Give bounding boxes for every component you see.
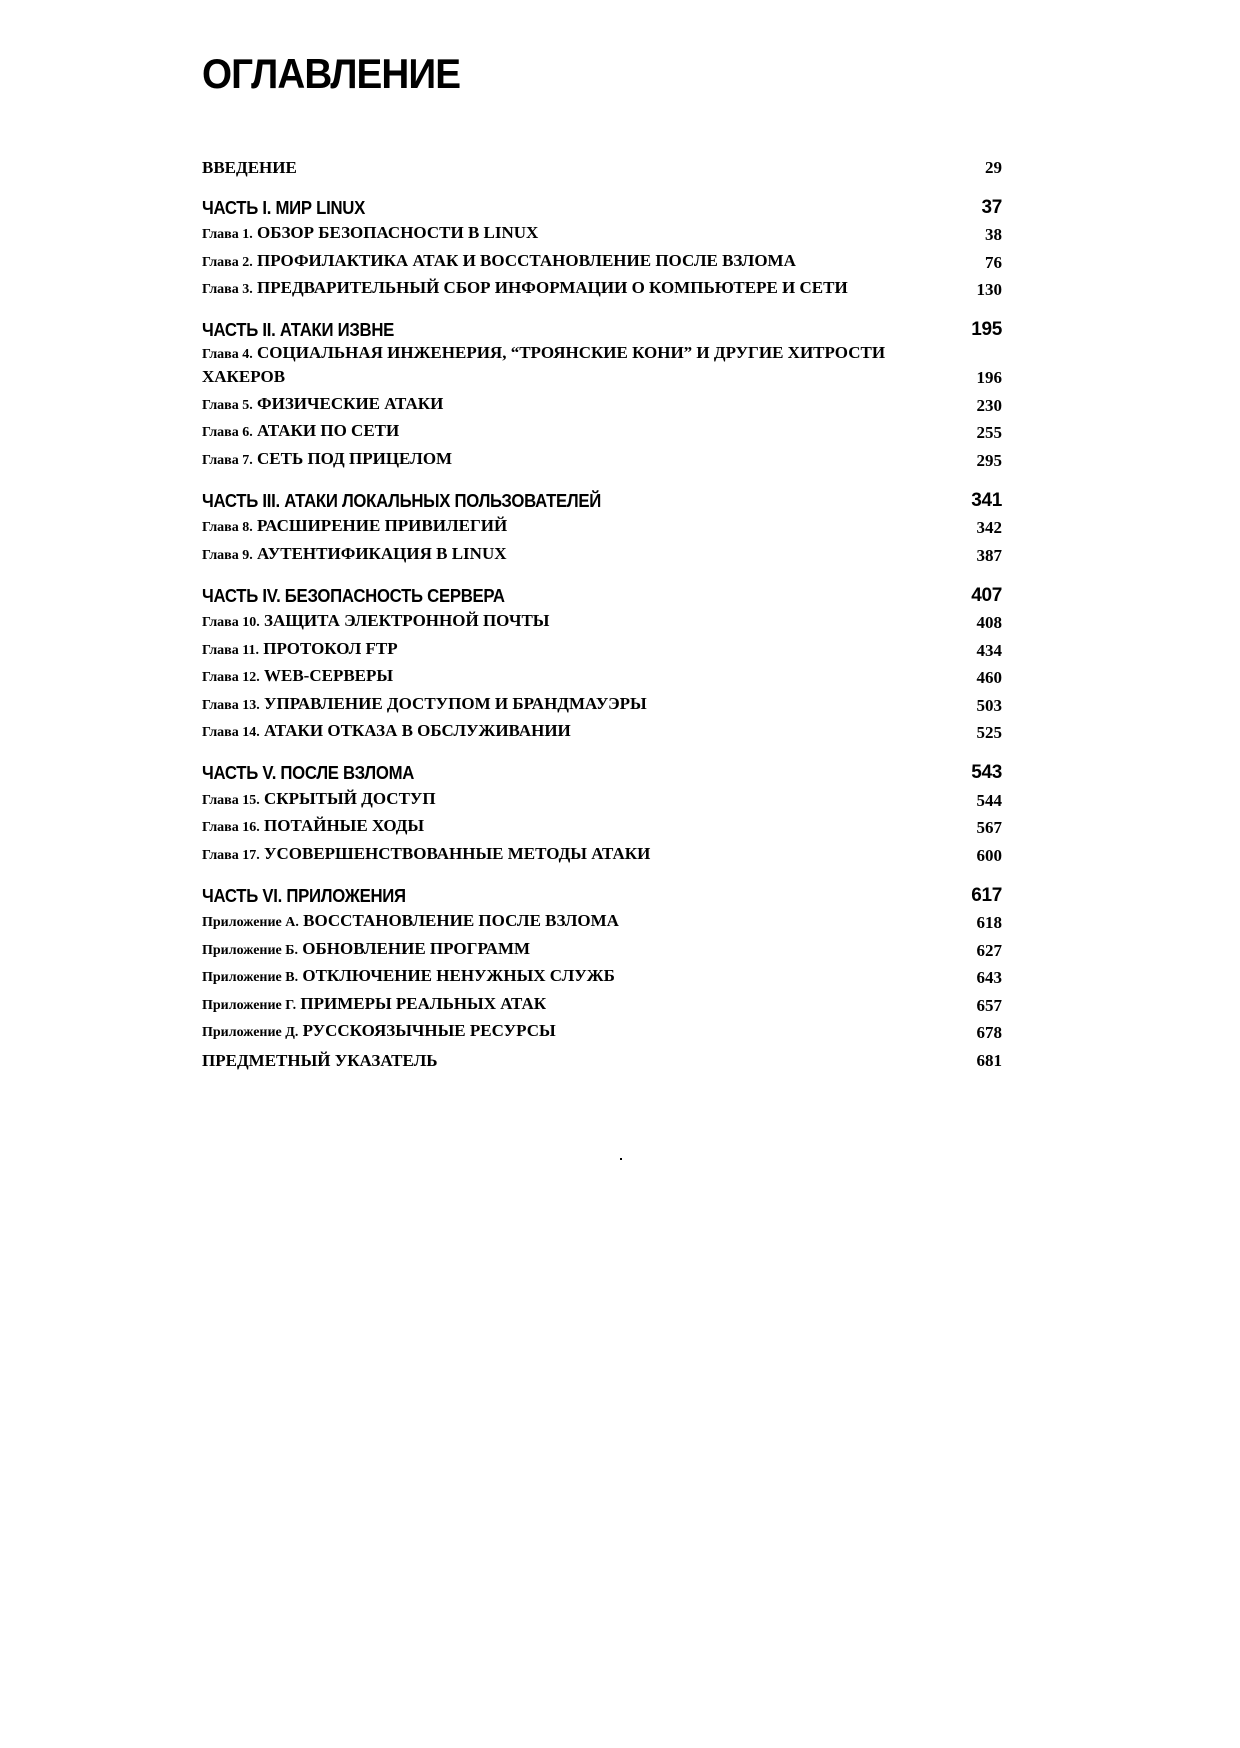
toc-entry-title: ЧАСТЬ III. АТАКИ ЛОКАЛЬНЫХ ПОЛЬЗОВАТЕЛЕЙ xyxy=(202,490,602,511)
toc-entry-row xyxy=(202,218,1002,246)
toc-entry-label xyxy=(202,939,530,961)
toc-page-number: 295 xyxy=(976,450,1002,470)
toc-entry-label xyxy=(202,586,505,606)
toc-entry-prefix: Глава 14. xyxy=(202,725,260,740)
toc-entry-label xyxy=(202,421,399,443)
toc-entry-title: РАСШИРЕНИЕ ПРИВИЛЕГИЙ xyxy=(257,516,508,535)
toc-entry-label xyxy=(202,516,507,538)
toc-entry-prefix: Глава 5. xyxy=(202,397,253,413)
toc-entry-title: АТАКИ ОТКАЗА В ОБСЛУЖИВАНИИ xyxy=(264,721,571,740)
toc-page-number: 407 xyxy=(971,584,1002,606)
toc-entry-label xyxy=(202,611,549,633)
toc-entry-title: УСОВЕРШЕНСТВОВАННЫЕ МЕТОДЫ АТАКИ xyxy=(264,843,651,863)
toc-entry-prefix: Глава 15. xyxy=(202,792,260,808)
toc-page-number: 387 xyxy=(976,545,1002,565)
toc-entry-label xyxy=(202,789,436,811)
toc-entry-label xyxy=(202,694,647,716)
toc-entry-prefix: Глава 1. xyxy=(202,227,253,242)
toc-entry-prefix: Приложение Г. xyxy=(202,997,297,1013)
toc-entry-label xyxy=(202,886,406,906)
toc-entry-title: ПРОФИЛАКТИКА АТАК И ВОССТАНОВЛЕНИЕ ПОСЛЕ ВЗЛОМА xyxy=(257,250,796,270)
toc-entry-prefix: Глава 8. xyxy=(202,520,253,535)
stray-dot xyxy=(620,1158,622,1160)
toc-entry-row xyxy=(202,150,1002,178)
toc-entry-label xyxy=(202,911,619,933)
toc-entry-title: ПРЕДВАРИТЕЛЬНЫЙ СБОР ИНФОРМАЦИИ О КОМПЬЮТЕРЕ И СЕТИ xyxy=(257,278,848,297)
toc-part-row xyxy=(202,755,1002,783)
toc-entry-title: АТАКИ ПО СЕТИ xyxy=(257,421,400,440)
toc-entry-row xyxy=(202,388,1002,416)
toc-entry-title: АУТЕНТИФИКАЦИЯ В LINUX xyxy=(257,543,507,563)
toc-page-number: 76 xyxy=(985,252,1002,272)
toc-entry-title: ФИЗИЧЕСКИЕ АТАКИ xyxy=(257,393,444,413)
toc-entry-title: ЧАСТЬ VI. ПРИЛОЖЕНИЯ xyxy=(202,885,406,906)
toc-page-number: 600 xyxy=(976,845,1002,865)
toc-entry-row xyxy=(202,716,1002,744)
toc-page-number: 643 xyxy=(976,968,1002,987)
toc-entry-row xyxy=(202,783,1002,811)
toc-page-number: 342 xyxy=(976,518,1002,537)
toc-entry-label xyxy=(202,1021,556,1043)
toc-entry-prefix: Глава 11. xyxy=(202,642,259,658)
toc-page-number: 460 xyxy=(976,668,1002,687)
toc-entry-prefix: Глава 2. xyxy=(202,254,253,270)
toc-part-row xyxy=(202,578,1002,606)
toc-entry-title: ЧАСТЬ V. ПОСЛЕ ВЗЛОМА xyxy=(202,763,415,783)
toc-entry-title: WEB-СЕРВЕРЫ xyxy=(264,666,394,685)
toc-part-row xyxy=(202,878,1002,906)
toc-entry-title: ВВЕДЕНИЕ xyxy=(202,157,297,177)
toc-page-number: 627 xyxy=(976,940,1002,960)
toc-entry-title: ПРИМЕРЫ РЕАЛЬНЫХ АТАК xyxy=(300,993,547,1013)
toc-page-number: 657 xyxy=(976,995,1002,1015)
toc-page-number: 678 xyxy=(976,1023,1002,1042)
toc-entry-label xyxy=(202,320,394,340)
toc-page-number: 230 xyxy=(976,395,1002,415)
toc-page-number: 195 xyxy=(971,319,1002,340)
toc-entry-prefix: Глава 13. xyxy=(202,697,260,713)
toc-page-number: 544 xyxy=(976,790,1002,810)
toc-page-number: 434 xyxy=(976,640,1002,660)
toc-page-number: 525 xyxy=(976,723,1002,742)
toc-entry-row xyxy=(202,606,1002,634)
toc-entry-label xyxy=(202,721,571,743)
toc-entry-row xyxy=(202,443,1002,471)
toc-entry-row xyxy=(202,811,1002,839)
toc-page-number: 618 xyxy=(976,913,1002,932)
toc-entry-label xyxy=(202,994,546,1016)
toc-entry-label xyxy=(202,491,601,511)
toc-page-number: 38 xyxy=(985,225,1002,244)
toc-entry-label xyxy=(202,639,398,661)
toc-entry-label xyxy=(202,223,538,245)
toc-entry-title: ПОТАЙНЫЕ ХОДЫ xyxy=(264,816,425,835)
toc-entry-row xyxy=(202,988,1002,1016)
toc-entry-title: ОБЗОР БЕЗОПАСНОСТИ В LINUX xyxy=(257,223,539,242)
toc-entry-label xyxy=(202,278,848,300)
page-title: ОГЛАВЛЕНИЕ xyxy=(202,50,461,97)
toc-page-number: 341 xyxy=(971,489,1002,511)
toc-entry-row xyxy=(202,511,1002,539)
toc-page-number: 196 xyxy=(976,368,1002,387)
toc-entry-label xyxy=(202,394,443,416)
toc-page-number: 503 xyxy=(976,695,1002,715)
toc-entry-prefix: Глава 3. xyxy=(202,282,253,297)
toc-entry-row xyxy=(202,416,1002,444)
toc-page-number: 681 xyxy=(976,1050,1002,1070)
toc-entry-row xyxy=(202,340,1002,388)
toc-entry-prefix: Глава 7. xyxy=(202,452,253,468)
toc-page-number: 408 xyxy=(976,613,1002,632)
toc-entry-title: ЧАСТЬ I. МИР LINUX xyxy=(202,197,365,218)
toc-entry-label xyxy=(202,544,507,566)
toc-entry-prefix: Глава 4. xyxy=(202,347,253,362)
toc-entry-label xyxy=(202,342,902,388)
toc-entry-label xyxy=(202,844,650,866)
toc-entry-label xyxy=(202,816,424,838)
toc-entry-title: УПРАВЛЕНИЕ ДОСТУПОМ И БРАНДМАУЭРЫ xyxy=(264,693,647,713)
toc-entry-row xyxy=(202,1016,1002,1044)
toc-entry-row xyxy=(202,633,1002,661)
toc-page-number: 37 xyxy=(981,196,1002,218)
toc-page-number: 29 xyxy=(985,157,1002,177)
toc-entry-row xyxy=(202,906,1002,934)
toc-page-number: 543 xyxy=(971,762,1002,783)
toc-entry-prefix: Глава 12. xyxy=(202,670,260,685)
toc-entry-label xyxy=(202,763,414,783)
toc-entry-prefix: Приложение Д. xyxy=(202,1025,299,1040)
toc-entry-title: ЧАСТЬ II. АТАКИ ИЗВНЕ xyxy=(202,320,395,340)
toc-entry-title: ПРЕДМЕТНЫЙ УКАЗАТЕЛЬ xyxy=(202,1050,438,1070)
toc-entry-title: СКРЫТЫЙ ДОСТУП xyxy=(264,788,436,808)
toc-part-row xyxy=(202,312,1002,340)
toc-entry-label xyxy=(202,966,615,988)
toc-part-row xyxy=(202,190,1002,218)
table-of-contents xyxy=(202,150,1002,1071)
toc-entry-row xyxy=(202,961,1002,989)
toc-entry-row xyxy=(202,538,1002,566)
toc-entry-label xyxy=(202,449,452,471)
toc-entry-title: ОБНОВЛЕНИЕ ПРОГРАММ xyxy=(302,938,531,958)
toc-entry-title: СОЦИАЛЬНАЯ ИНЖЕНЕРИЯ, “ТРОЯНСКИЕ КОНИ” И ДРУГИЕ ХИТРОСТИ ХАКЕРОВ xyxy=(202,343,886,386)
toc-entry-prefix: Приложение В. xyxy=(202,970,299,985)
toc-entry-label xyxy=(202,251,796,273)
toc-entry-title: ОТКЛЮЧЕНИЕ НЕНУЖНЫХ СЛУЖБ xyxy=(302,966,615,985)
toc-entry-prefix: Глава 16. xyxy=(202,820,260,835)
toc-entry-row xyxy=(202,661,1002,689)
toc-page-number: 617 xyxy=(971,884,1002,906)
toc-entry-row xyxy=(202,933,1002,961)
toc-entry-row xyxy=(202,838,1002,866)
toc-entry-row xyxy=(202,1043,1002,1071)
toc-entry-label xyxy=(202,158,297,178)
toc-page-number: 255 xyxy=(976,423,1002,442)
toc-entry-title: СЕТЬ ПОД ПРИЦЕЛОМ xyxy=(257,448,453,468)
toc-entry-row xyxy=(202,245,1002,273)
toc-entry-title: ВОССТАНОВЛЕНИЕ ПОСЛЕ ВЗЛОМА xyxy=(303,911,619,930)
toc-page-number: 567 xyxy=(976,818,1002,837)
toc-entry-title: ЧАСТЬ IV. БЕЗОПАСНОСТЬ СЕРВЕРА xyxy=(202,585,505,606)
toc-entry-label xyxy=(202,198,365,218)
toc-entry-title: ПРОТОКОЛ FTP xyxy=(263,638,398,658)
toc-entry-prefix: Глава 6. xyxy=(202,425,253,440)
toc-entry-title: РУССКОЯЗЫЧНЫЕ РЕСУРСЫ xyxy=(302,1021,556,1040)
toc-entry-title: ЗАЩИТА ЭЛЕКТРОННОЙ ПОЧТЫ xyxy=(264,611,550,630)
toc-entry-prefix: Глава 17. xyxy=(202,847,260,863)
toc-entry-prefix: Приложение А. xyxy=(202,915,299,930)
toc-entry-prefix: Приложение Б. xyxy=(202,942,299,958)
toc-page-number: 130 xyxy=(976,280,1002,299)
toc-entry-label xyxy=(202,666,393,688)
toc-entry-prefix: Глава 9. xyxy=(202,547,253,563)
toc-entry-label xyxy=(202,1051,438,1071)
toc-part-row xyxy=(202,483,1002,511)
toc-entry-prefix: Глава 10. xyxy=(202,615,260,630)
toc-entry-row xyxy=(202,688,1002,716)
toc-entry-row xyxy=(202,273,1002,301)
